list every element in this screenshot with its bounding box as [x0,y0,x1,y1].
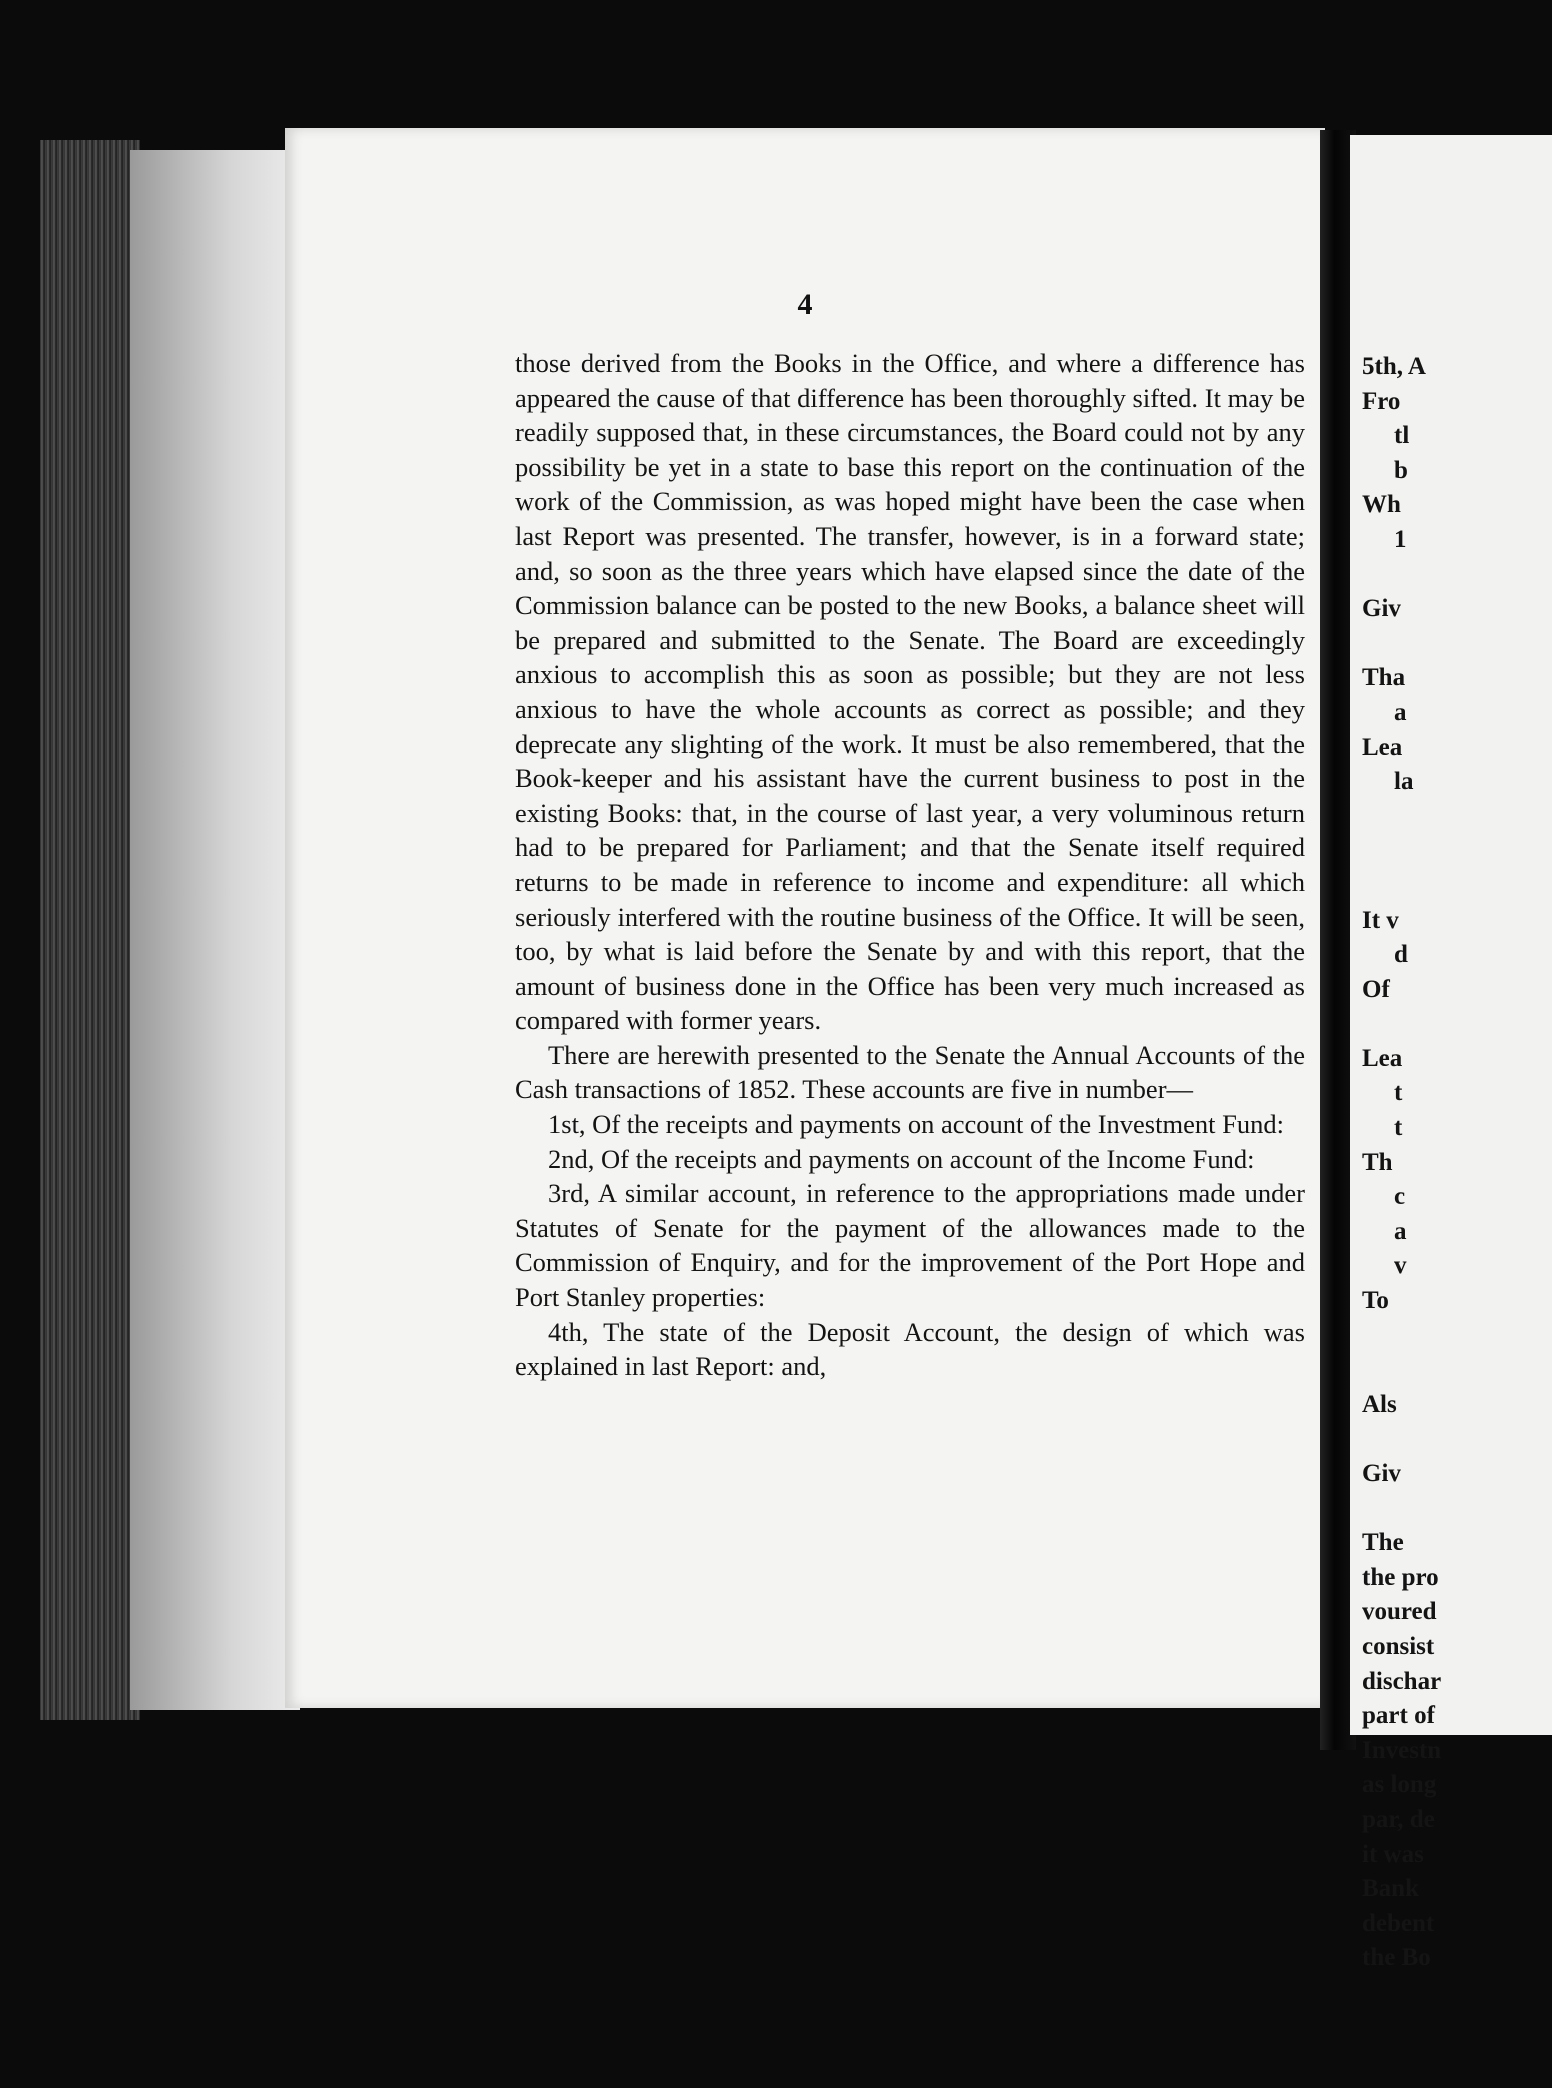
right-page [1350,135,1552,1972]
right-page-line: par, de [1362,1805,1435,1833]
right-page-line: part of [1362,1702,1435,1730]
right-page-line: the Bo [1362,1944,1431,1972]
paragraph-continuation: those derived from the Books in the Office, and where a difference has appeared the cause of that difference has been thoroughly sifted. It may be readily supposed that, in these circumstances, the Board could not by any possibility be yet in a state to base this report on the continuation of the work of the Commission, as was hoped might have been the case when last Report was presented. The transfer, however, is in a forward state; and, so soon as the three years which have elapsed since the date of the Commission balance can be posted to the new Books, a balance sheet will be prepared and submitted to the Senate. The Board are exceedingly anxious to accomplish this as soon as possible; but they are not less anxious to have the whole accounts as correct as possible; and they deprecate any slighting of the work. It must be also remembered, that the Book-keeper and his assistant have the current business to post in the existing Books: that, in the course of last year, a very voluminous return had to be prepared for Parliament; and that the Senate itself required returns to be made in reference to income and expenditure: all which seriously interfered with the routine business of the Office. It will be seen, too, by what is laid before the Senate by and with this report, that the amount of business done in the Office has been very much increased as compared with former years. [515,348,1305,1036]
right-page-line: t [1394,1114,1403,1142]
right-page-line [1362,1319,1552,1354]
right-page-line: Giv [1362,595,1401,623]
paragraph-annual-accounts: There are herewith presented to the Senate the Annual Accounts of the Cash transactions of 1852. These accounts are five in number— [515,1039,1305,1105]
left-page-body [515,346,1305,1384]
right-page-line: Lea [1362,733,1403,761]
right-page-line: it was [1362,1840,1424,1868]
right-page-line: To [1362,1287,1389,1315]
right-page-line [1362,1007,1552,1042]
right-page-line: Als [1362,1390,1397,1418]
right-page-line: Fro [1362,387,1401,415]
right-page-line: consist [1362,1632,1435,1660]
right-page-line: d [1394,941,1408,969]
right-page-line: Giv [1362,1460,1401,1487]
right-page-line: Investn [1362,1736,1442,1764]
right-page-line: as long [1362,1771,1437,1799]
left-page [285,128,1325,1708]
right-page-line: tl [1394,422,1410,450]
right-page-line: debent [1362,1909,1435,1937]
right-page-line [1362,1422,1552,1457]
right-page-line: dischar [1362,1667,1442,1695]
paragraph-first-account: 1st, Of the receipts and payments on account of the Investment Fund: [548,1109,1284,1140]
right-page-line [1362,627,1552,662]
page-curl-shadow [130,150,300,1710]
right-page-line: Th [1362,1148,1393,1176]
right-page-line [1362,558,1552,593]
right-page-line: b [1394,456,1408,484]
right-page-line: t [1394,1079,1403,1107]
paragraph-second-account: 2nd, Of the receipts and payments on account of the Income Fund: [548,1143,1255,1174]
right-page-text-fragments [1362,350,1552,1976]
right-page-line: a [1394,698,1407,726]
right-page-line [1362,1492,1552,1527]
right-page-line: Bank [1362,1875,1419,1903]
right-page-line [1362,1353,1552,1388]
right-page-line: Tha [1362,664,1406,692]
right-page-line [1362,800,1552,835]
paragraph-third-account: 3rd, A similar account, in reference to the appropriations made under Statutes of Senate for the payment of the allowances made to the Commission of Enquiry, and for the improvement of the Port Hope and Port Stanley properties: [515,1178,1305,1313]
right-page-line: c [1394,1183,1406,1211]
right-page-line: v [1394,1252,1407,1280]
right-page-line: 5th, A [1362,353,1426,380]
right-page-line: Lea [1362,1044,1403,1072]
right-page-line [1362,869,1552,904]
right-page-line: the pro [1362,1563,1439,1591]
right-page-line: 1 [1394,525,1407,553]
right-page-line [1362,834,1552,869]
right-page-line: voured [1362,1598,1437,1626]
paragraph-fourth-account: 4th, The state of the Deposit Account, the design of which was explained in last Report: and, [515,1316,1305,1382]
right-page-line: Of [1362,975,1390,1003]
right-page-line: a [1394,1217,1407,1245]
right-page-line: It v [1362,906,1399,934]
right-page-line: The [1362,1529,1404,1557]
right-page-line: Wh [1362,491,1401,519]
book-page-edges [40,140,140,1720]
page-number: 4 [797,288,813,321]
right-page-line: la [1394,768,1414,796]
